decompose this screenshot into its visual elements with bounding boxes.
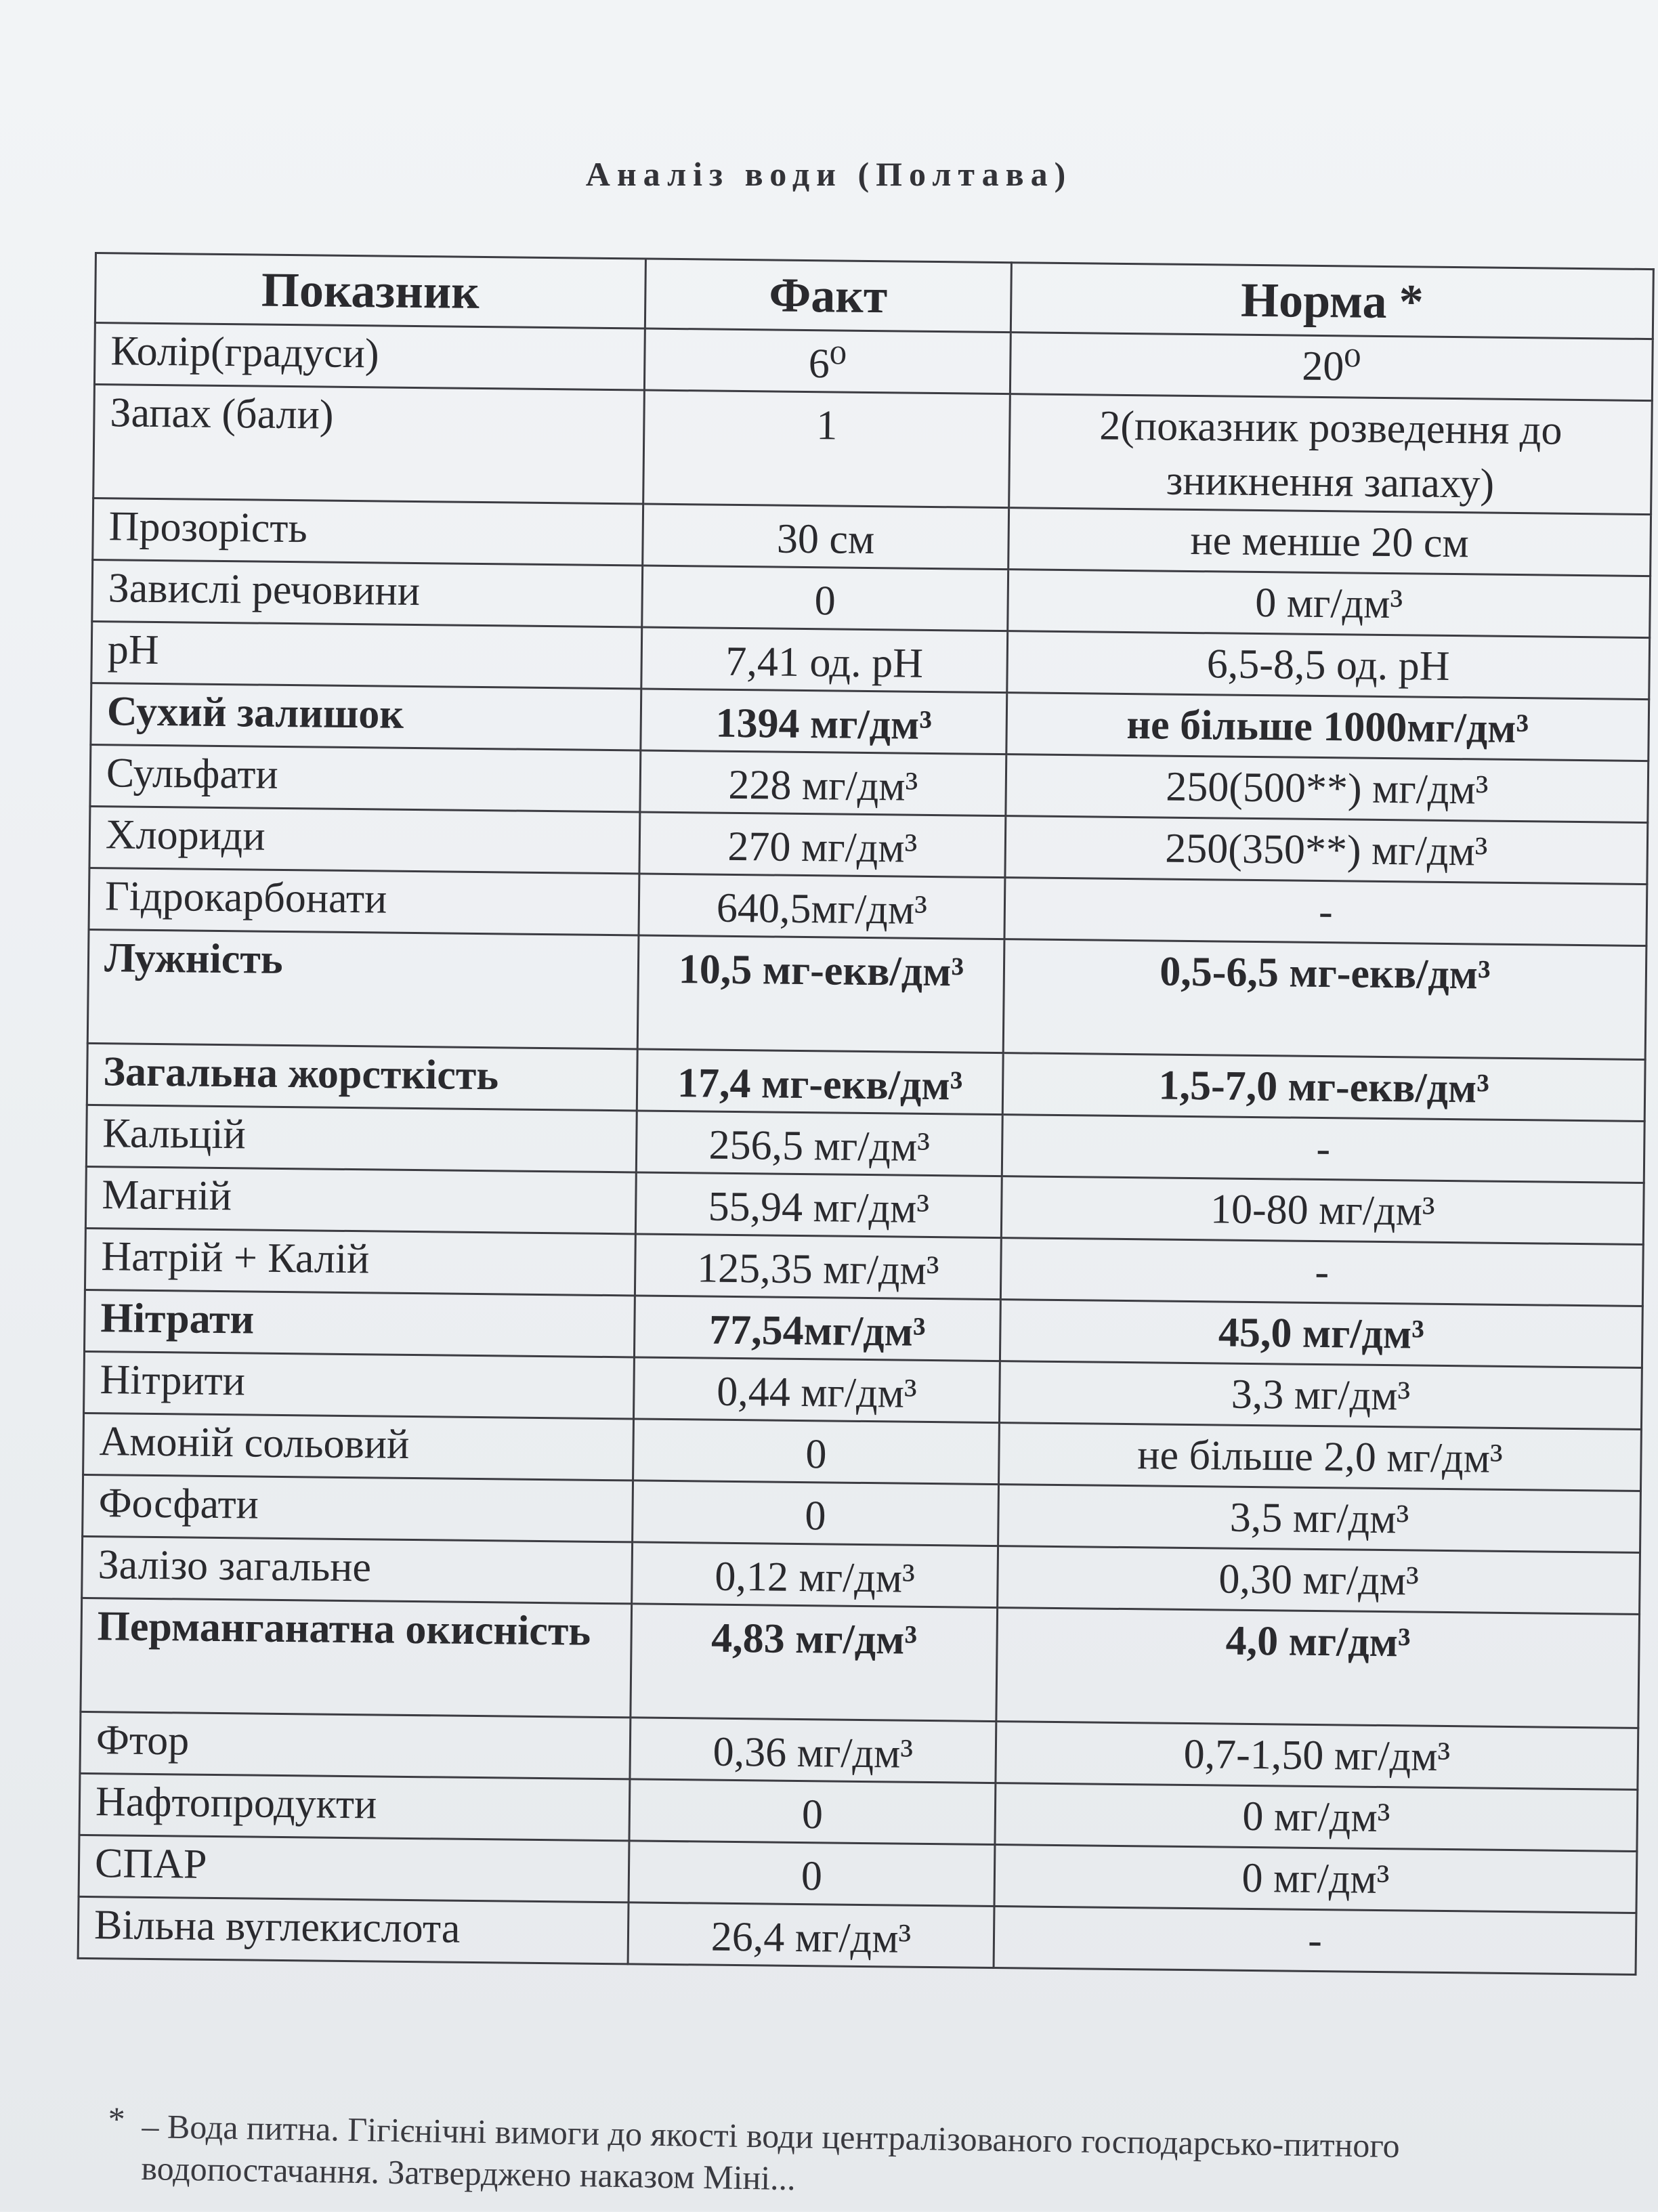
norm-cell: 10-80 мг/дм³ bbox=[1001, 1176, 1644, 1245]
header-fact: Факт bbox=[645, 259, 1011, 333]
indicator-cell: Вільна вуглекислота bbox=[78, 1896, 629, 1963]
fact-cell: 0,12 мг/дм³ bbox=[632, 1542, 998, 1608]
norm-cell: 1,5-7,0 мг-екв/дм³ bbox=[1002, 1053, 1645, 1122]
indicator-cell: Кальцій bbox=[86, 1105, 637, 1172]
fact-cell: 125,35 мг/дм³ bbox=[635, 1234, 1001, 1300]
header-norm: Норма * bbox=[1011, 263, 1653, 339]
indicator-cell: Нафтопродукти bbox=[79, 1773, 630, 1840]
fact-cell: 0 bbox=[629, 1779, 996, 1845]
indicator-cell: Нітрати bbox=[84, 1290, 635, 1357]
indicator-cell: pH bbox=[91, 621, 642, 688]
header-indicator: Показник bbox=[95, 253, 645, 328]
indicator-cell: Завислі речовини bbox=[92, 559, 643, 626]
norm-cell: 3,3 мг/дм³ bbox=[999, 1361, 1642, 1430]
fact-cell: 4,83 мг/дм³ bbox=[631, 1604, 998, 1722]
table-row bbox=[87, 929, 1646, 1059]
fact-cell: 55,94 мг/дм³ bbox=[635, 1172, 1002, 1238]
fact-cell: 17,4 мг-екв/дм³ bbox=[637, 1049, 1003, 1115]
norm-cell: не більше 2,0 мг/дм³ bbox=[999, 1423, 1642, 1491]
norm-cell: 250(350**) мг/дм³ bbox=[1005, 816, 1648, 885]
norm-cell: - bbox=[1000, 1238, 1643, 1306]
indicator-cell: Загальна жорсткість bbox=[87, 1043, 637, 1110]
fact-cell: 26,4 мг/дм³ bbox=[628, 1902, 994, 1968]
fact-cell: 30 см bbox=[643, 504, 1009, 570]
indicator-cell: Фосфати bbox=[83, 1474, 633, 1541]
indicator-cell: СПАР bbox=[79, 1835, 629, 1902]
fact-cell: 256,5 мг/дм³ bbox=[636, 1111, 1002, 1176]
norm-cell: не більше 1000мг/дм³ bbox=[1006, 693, 1649, 761]
norm-cell: 2(показник розведення до зникнення запаху) bbox=[1009, 394, 1653, 515]
norm-cell: 20⁰ bbox=[1010, 333, 1653, 401]
fact-cell: 7,41 од. pH bbox=[641, 627, 1008, 693]
fact-cell: 228 мг/дм³ bbox=[640, 750, 1006, 816]
indicator-cell: Хлориди bbox=[89, 806, 640, 873]
fact-cell: 0 bbox=[633, 1481, 999, 1546]
footnote bbox=[108, 2100, 1619, 2212]
fact-cell: 77,54мг/дм³ bbox=[634, 1296, 1000, 1361]
fact-cell: 0,44 мг/дм³ bbox=[634, 1357, 1000, 1423]
norm-cell: 4,0 мг/дм³ bbox=[996, 1608, 1640, 1728]
fact-cell: 10,5 мг-екв/дм³ bbox=[637, 935, 1004, 1053]
indicator-cell: Залізо загальне bbox=[82, 1536, 633, 1603]
norm-cell: 0 мг/дм³ bbox=[1008, 570, 1651, 638]
norm-cell: - bbox=[1004, 878, 1647, 946]
indicator-cell: Гідрокарбонати bbox=[89, 868, 639, 935]
norm-cell: - bbox=[1002, 1115, 1644, 1183]
norm-cell: 3,5 мг/дм³ bbox=[998, 1485, 1641, 1553]
fact-cell: 270 мг/дм³ bbox=[639, 812, 1006, 878]
norm-cell: 0,5-6,5 мг-екв/дм³ bbox=[1003, 939, 1646, 1060]
norm-cell: - bbox=[994, 1907, 1636, 1975]
indicator-cell: Фтор bbox=[80, 1711, 631, 1779]
fact-cell: 1394 мг/дм³ bbox=[641, 689, 1007, 754]
norm-cell: 250(500**) мг/дм³ bbox=[1006, 754, 1649, 823]
indicator-cell: Прозорість bbox=[93, 498, 643, 565]
indicator-cell: Колір(градуси) bbox=[94, 323, 645, 390]
footnote-marker: * bbox=[108, 2100, 126, 2138]
indicator-cell: Сульфати bbox=[90, 744, 641, 811]
water-analysis-table bbox=[77, 252, 1655, 1976]
norm-cell: 0,30 мг/дм³ bbox=[998, 1546, 1640, 1615]
indicator-cell: Сухий залишок bbox=[91, 683, 641, 750]
fact-cell: 1 bbox=[643, 390, 1011, 508]
norm-cell: 45,0 мг/дм³ bbox=[1000, 1300, 1642, 1368]
fact-cell: 0 bbox=[642, 566, 1008, 631]
indicator-cell: Перманганатна окисність bbox=[81, 1598, 632, 1717]
indicator-cell: Лужність bbox=[87, 929, 639, 1048]
indicator-cell: Нітрити bbox=[84, 1351, 635, 1418]
indicator-cell: Магній bbox=[85, 1166, 636, 1233]
norm-cell: 0 мг/дм³ bbox=[995, 1783, 1638, 1852]
fact-cell: 0,36 мг/дм³ bbox=[630, 1718, 996, 1783]
fact-cell: 640,5мг/дм³ bbox=[639, 874, 1005, 939]
table-row bbox=[81, 1598, 1640, 1728]
norm-cell: 0,7-1,50 мг/дм³ bbox=[996, 1722, 1638, 1790]
footnote-text: – Вода питна. Гігієнічні вимоги до якості води централізованого господарсько-питного водопостачання. Затверджено наказом Міні... bbox=[141, 2106, 1401, 2198]
indicator-cell: Амоній сольовий bbox=[83, 1413, 634, 1480]
fact-cell: 0 bbox=[629, 1841, 995, 1907]
indicator-cell: Запах (бали) bbox=[93, 385, 645, 504]
norm-cell: не менше 20 см bbox=[1008, 508, 1651, 576]
norm-cell: 0 мг/дм³ bbox=[994, 1845, 1637, 1913]
table-row bbox=[93, 385, 1653, 515]
norm-cell: 6,5-8,5 од. pH bbox=[1007, 631, 1650, 700]
document-title: Аналіз води (Полтава) bbox=[585, 155, 1073, 193]
indicator-cell: Натрій + Калій bbox=[85, 1228, 635, 1295]
fact-cell: 0 bbox=[633, 1419, 1000, 1485]
fact-cell: 6⁰ bbox=[644, 328, 1011, 394]
